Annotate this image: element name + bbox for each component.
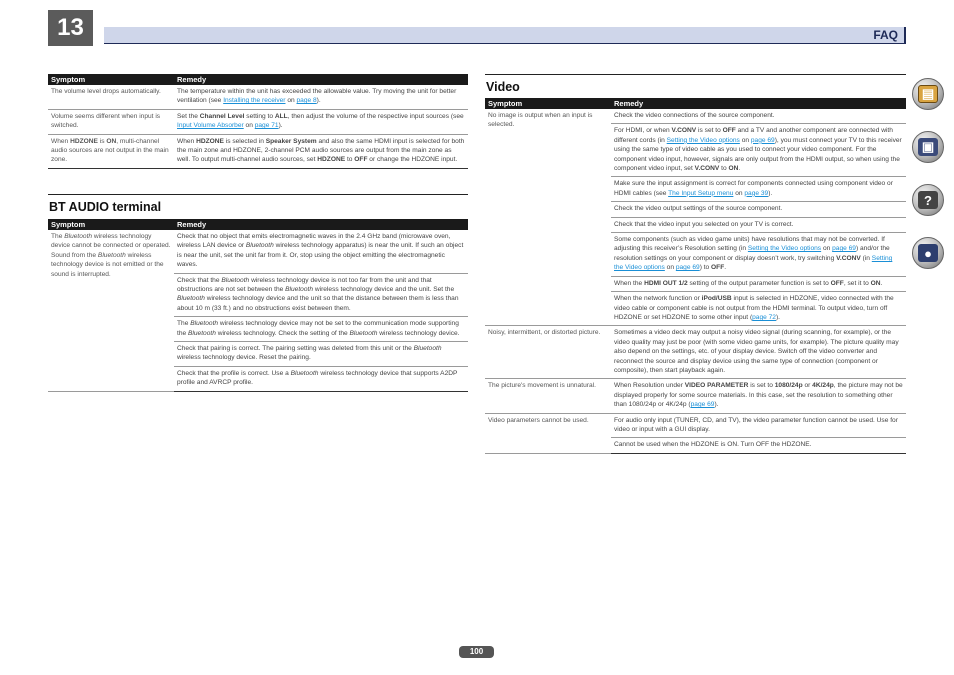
remote-control-icon[interactable]: [912, 237, 944, 269]
question-glyph-icon: ?: [918, 191, 938, 209]
remedy-cell: Check that pairing is correct. The pairing setting was deleted from this unit or the Bluetooth wireless technology device. Reset the pairing.: [174, 342, 468, 367]
remedy-cell: Check that the profile is correct. Use a Bluetooth wireless technology device that supports A2DP profile and AVRCP profile.: [174, 366, 468, 391]
remedy-cell: Check that the video input you selected on your TV is correct.: [611, 217, 906, 232]
remedy-header: Remedy: [611, 98, 906, 109]
remedy-cell: Check that no object that emits electromagnetic waves in the 2.4 GHz band (microwave oven, wireless LAN device or Bluetooth wireless technology apparatus) is near the unit. If such an object is near the unit, set the unit far from it. Or, stop using the object emitting the electromagnetic waves.: [174, 230, 468, 273]
header-endcap: [904, 27, 906, 44]
symptom-cell: Video parameters cannot be used.: [485, 413, 611, 453]
link-page-8[interactable]: page 8: [296, 97, 317, 105]
book-icon[interactable]: [912, 78, 944, 110]
remedy-cell: When the network function or iPod/USB input is selected in HDZONE, video connected with the video cable or component cable is not output from the HDMI terminal. To output video, turn off HDZONE or set HDZONE to some other input (page 72).: [611, 292, 906, 326]
table-row: [48, 109, 468, 134]
book-glyph-icon: ▤: [918, 85, 938, 103]
table-row: [485, 379, 906, 413]
symptom-header: Symptom: [48, 219, 174, 230]
symptom-cell: The Bluetooth wireless technology device cannot be connected or operated. Sound from the Bluetooth wireless technology device is not emitted or the sound is interrupted.: [48, 230, 174, 391]
remedy-cell: Check the video output settings of the source component.: [611, 202, 906, 217]
video-faq-table: [485, 98, 906, 454]
page-number: 100: [459, 646, 494, 658]
remote-glyph-icon: ●: [918, 244, 938, 262]
faq-question-icon[interactable]: [912, 184, 944, 216]
remedy-cell: Set the Channel Level setting to ALL, then adjust the volume of the respective input sources (see Input Volume Absorber on page 71).: [174, 109, 468, 134]
remedy-cell: When Resolution under VIDEO PARAMETER is set to 1080/24p or 4K/24p, the picture may not be displayed properly for some source materials. In this case, set the resolution to something other than 1080/24p or 4K/24p (page 69).: [611, 379, 906, 413]
symptom-header: Symptom: [485, 98, 611, 109]
receiver-icon[interactable]: [912, 131, 944, 163]
symptom-cell: Volume seems different when input is switched.: [48, 109, 174, 134]
table-row: [485, 326, 906, 379]
link-page-71[interactable]: page 71: [254, 122, 279, 130]
remedy-header: Remedy: [174, 219, 468, 230]
bt-faq-table: [48, 219, 468, 392]
link-setting-video-options[interactable]: Setting the Video options: [614, 254, 893, 272]
link-page-39[interactable]: page 39: [744, 189, 769, 197]
bt-title-rule: [48, 194, 468, 195]
link-page-72[interactable]: page 72: [752, 313, 776, 321]
remedy-cell: Make sure the input assignment is correct for components connected using component video or HDMI cables (see The Input Setup menu on page 39).: [611, 177, 906, 202]
link-page-69[interactable]: page 69: [832, 245, 856, 253]
remedy-cell: Cannot be used when the HDZONE is ON. Turn OFF the HDZONE.: [611, 438, 906, 453]
general-faq-table: [48, 74, 468, 169]
video-title-rule: [485, 74, 906, 75]
symptom-cell: Noisy, intermittent, or distorted picture.: [485, 326, 611, 379]
remedy-cell: Check that the Bluetooth wireless technology device is not too far from the unit and that obstructions are not set between the Bluetooth wireless technology device and the unit. Set the Bluetooth wireless technology device and the unit so that the distance between them is less than about 10 m (33 ft.) and no obstructions exist between them.: [174, 273, 468, 317]
link-page-69[interactable]: page 69: [675, 264, 700, 272]
bt-section-title: BT AUDIO terminal: [49, 200, 162, 214]
header-bar: [104, 27, 906, 44]
remedy-cell: The temperature within the unit has exceeded the allowable value. Try moving the unit for better ventilation (see Installing the receiver on page 8).: [174, 85, 468, 109]
link-input-volume-absorber[interactable]: Input Volume Absorber: [177, 122, 244, 130]
remedy-cell: Check the video connections of the source component.: [611, 109, 906, 124]
video-section-title: Video: [486, 80, 520, 94]
symptom-header: Symptom: [48, 74, 174, 85]
remedy-cell: For audio only input (TUNER, CD, and TV), the video parameter function cannot be used. Use for video or input with a GUI display.: [611, 413, 906, 438]
remedy-header: Remedy: [174, 74, 468, 85]
remedy-cell: For HDMI, or when V.CONV is set to OFF and a TV and another component are connected with different cords (in Setting the Video options on page 69), you must connect your TV to this receiver using the same type of video cable as you used to connect your video component. For the component video input, however, signals are only output from the HDMI output, so when using the component video input, set V.CONV to ON.: [611, 124, 906, 177]
link-setting-video-options[interactable]: Setting the Video options: [747, 245, 822, 253]
chapter-number: 13: [48, 10, 93, 46]
link-page-69[interactable]: page 69: [690, 401, 715, 409]
link-page-69[interactable]: page 69: [750, 136, 775, 144]
table-row: [485, 413, 906, 438]
symptom-cell: No image is output when an input is selected.: [485, 109, 611, 326]
table-row: [48, 230, 468, 273]
remedy-cell: When the HDMI OUT 1/2 setting of the output parameter function is set to OFF, set it to ON.: [611, 276, 906, 291]
symptom-cell: The picture's movement is unnatural.: [485, 379, 611, 413]
remedy-cell: Sometimes a video deck may output a noisy video signal (during scanning, for example), or the video quality may just be poor (with some video game units, for example). The picture quality may also depend on the settings, etc. of your display device. Switch off the video converter and reconnect the source and display device using the same type of connection (component or composite), then start playback again.: [611, 326, 906, 379]
remedy-cell: The Bluetooth wireless technology device may not be set to the communication mode supporting the Bluetooth wireless technology. Check the setting of the Bluetooth wireless technology device.: [174, 317, 468, 342]
table-row: [48, 85, 468, 109]
remedy-cell: Some components (such as video game units) have resolutions that may not be converted. If adjusting this receiver’s Resolution setting (in Setting the Video options on page 69) and/or the resolution settings on your component or display doesn’t work, try switching V.CONV (in Setting the Video options on page 69) to OFF.: [611, 233, 906, 277]
link-installing-receiver[interactable]: Installing the receiver: [223, 97, 286, 105]
link-input-setup-menu[interactable]: The Input Setup menu: [668, 189, 734, 197]
section-label: FAQ: [873, 28, 898, 42]
symptom-cell: When HDZONE is ON, multi-channel audio sources are not output in the main zone.: [48, 134, 174, 168]
receiver-glyph-icon: ▣: [918, 138, 938, 156]
table-row: [485, 109, 906, 124]
symptom-cell: The volume level drops automatically.: [48, 85, 174, 109]
table-row: [48, 134, 468, 168]
link-setting-video-options[interactable]: Setting the Video options: [666, 136, 740, 144]
remedy-cell: When HDZONE is selected in Speaker System and also the same HDMI input is selected for both the main zone and HDZONE, 2-channel PCM audio sources are output from the main zone as well. To output multi-channel audio sources, set HDZONE to OFF or change the HDZONE input.: [174, 134, 468, 168]
